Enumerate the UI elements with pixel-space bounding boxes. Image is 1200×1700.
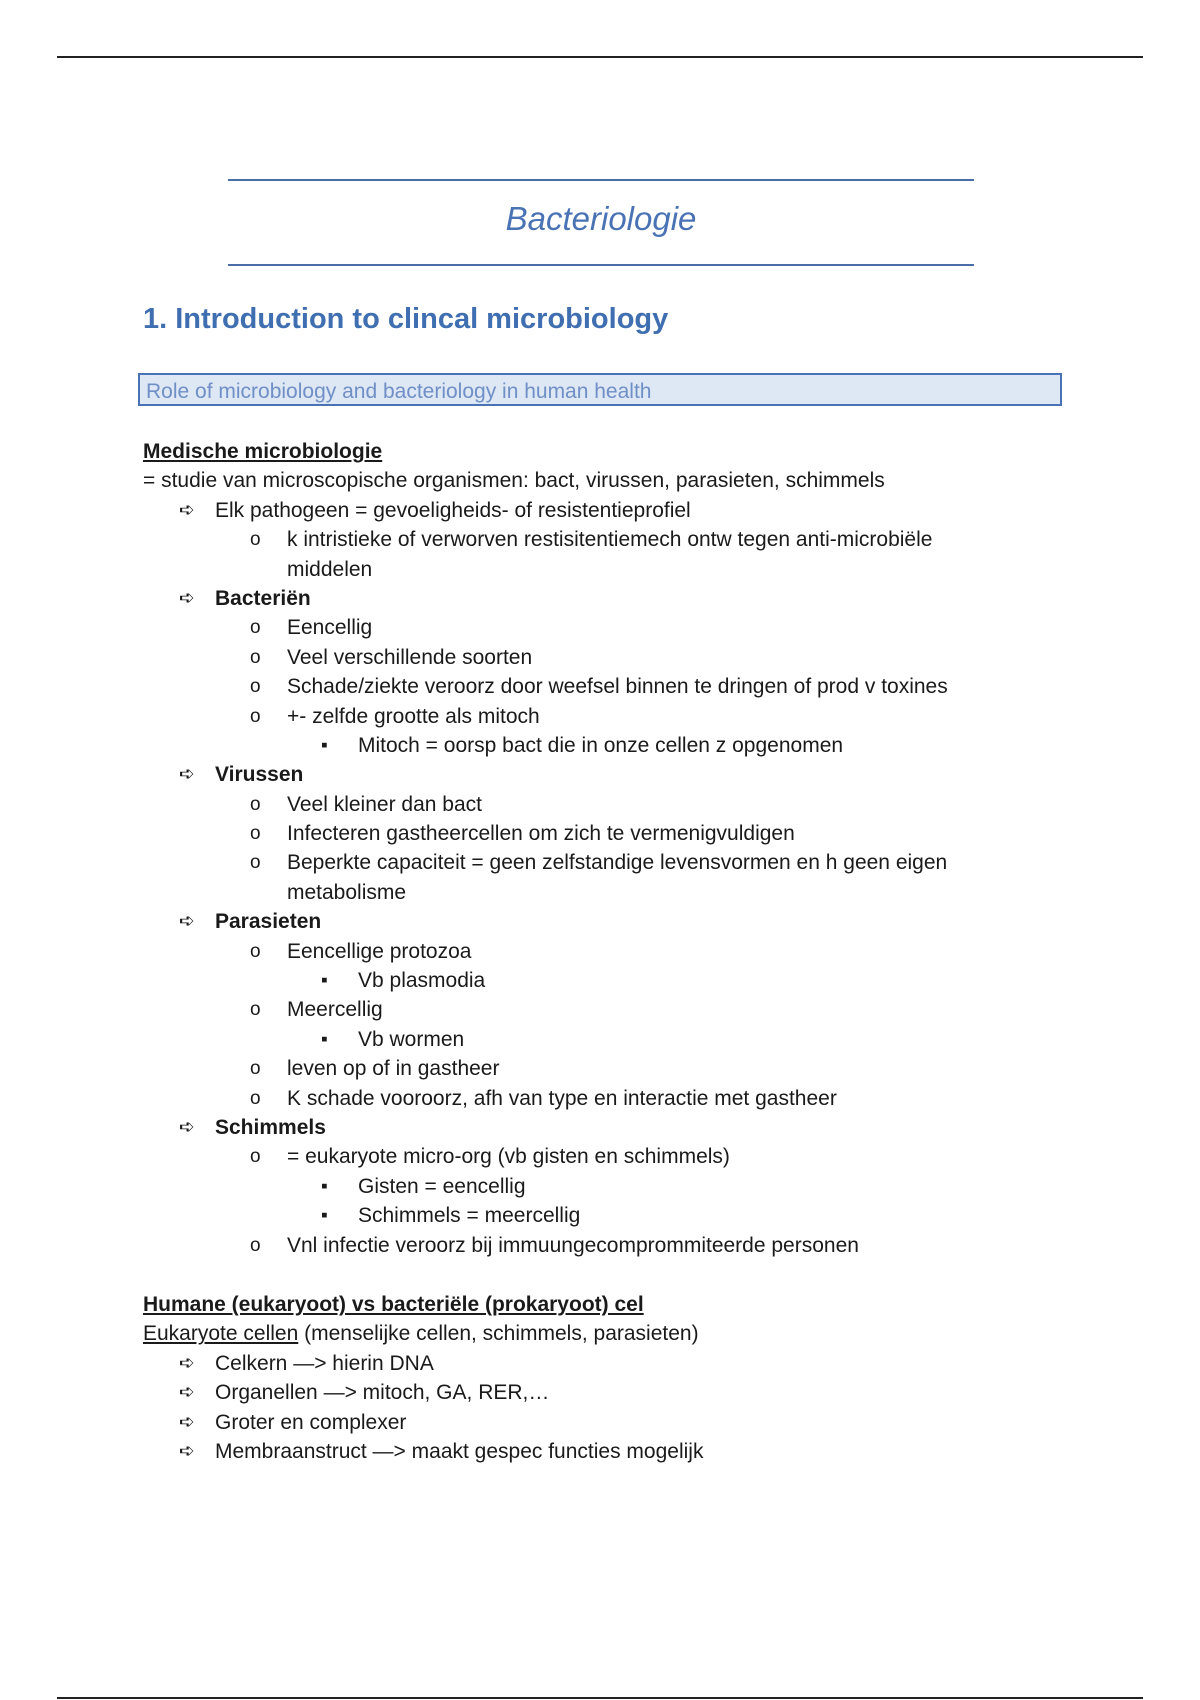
list-item: ▪ Schimmels = meercellig	[143, 1201, 1103, 1230]
circle-bullet-icon: o	[250, 1087, 261, 1109]
list-item: o Vnl infectie veroorz bij immuungecomprommiteerde personen	[143, 1231, 1103, 1260]
page-bottom-rule	[57, 1697, 1143, 1699]
list-item: ➪ Membraanstruct —> maakt gespec functies mogelijk	[143, 1437, 1103, 1466]
list-item: o Beperkte capaciteit = geen zelfstandige levensvormen en h geen eigen	[143, 848, 1103, 877]
arrow-bullet-icon: ➪	[179, 1116, 195, 1138]
list-item-continuation: metabolisme	[287, 880, 407, 904]
document-body	[143, 437, 1103, 1466]
arrow-bullet-icon: ➪	[179, 587, 195, 609]
subheading-humane-vs-bacteriele-cel: Humane (eukaryoot) vs bacteriële (prokaryoot) cel	[143, 1292, 644, 1316]
list-item: ➪ Organellen —> mitoch, GA, RER,…	[143, 1378, 1103, 1407]
definition-line: = studie van microscopische organismen: bact, virussen, parasieten, schimmels	[143, 469, 885, 493]
list-item: o Veel kleiner dan bact	[143, 790, 1103, 819]
list-item: ▪ Vb plasmodia	[143, 966, 1103, 995]
arrow-bullet-icon: ➪	[179, 1440, 195, 1462]
list-item: ▪ Mitoch = oorsp bact die in onze cellen z opgenomen	[143, 731, 1103, 760]
arrow-bullet-icon: ➪	[179, 1411, 195, 1433]
arrow-bullet-icon: ➪	[179, 911, 195, 933]
spacer	[143, 1260, 1103, 1290]
arrow-bullet-icon: ➪	[179, 499, 195, 521]
list-item: o leven op of in gastheer	[143, 1054, 1103, 1083]
list-item: o Eencellige protozoa	[143, 937, 1103, 966]
list-item: ➪ Elk pathogeen = gevoeligheids- of resistentieprofiel	[143, 496, 1103, 525]
circle-bullet-icon: o	[250, 676, 261, 698]
square-bullet-icon: ▪	[321, 970, 328, 992]
list-item-virussen: ➪ Virussen	[143, 760, 1103, 789]
circle-bullet-icon: o	[250, 793, 261, 815]
circle-bullet-icon: o	[250, 705, 261, 727]
section-heading-box: Role of microbiology and bacteriology in human health	[138, 373, 1062, 406]
title-rule-bottom	[228, 264, 974, 266]
circle-bullet-icon: o	[250, 617, 261, 639]
chapter-heading: 1. Introduction to clincal microbiology	[143, 303, 669, 335]
circle-bullet-icon: o	[250, 999, 261, 1021]
list-item: o +- zelfde grootte als mitoch	[143, 702, 1103, 731]
list-item: o K schade vooroorz, afh van type en interactie met gastheer	[143, 1084, 1103, 1113]
list-item-schimmels: ➪ Schimmels	[143, 1113, 1103, 1142]
list-item: o k intristieke of verworven restisitentiemech ontw tegen anti-microbiële	[143, 525, 1103, 554]
list-item: o Infecteren gastheercellen om zich te vermenigvuldigen	[143, 819, 1103, 848]
eukaryote-cells-line: Eukaryote cellen (menselijke cellen, schimmels, parasieten)	[143, 1322, 699, 1346]
circle-bullet-icon: o	[250, 646, 261, 668]
circle-bullet-icon: o	[250, 1234, 261, 1256]
list-item: ▪ Gisten = eencellig	[143, 1172, 1103, 1201]
circle-bullet-icon: o	[250, 823, 261, 845]
list-item: o Meercellig	[143, 995, 1103, 1024]
page-top-rule	[57, 56, 1143, 58]
list-item-bacterien: ➪ Bacteriën	[143, 584, 1103, 613]
subheading-medische-microbiologie: Medische microbiologie	[143, 440, 383, 463]
square-bullet-icon: ▪	[321, 1205, 328, 1227]
list-item: ➪ Celkern —> hierin DNA	[143, 1349, 1103, 1378]
list-item: ➪ Groter en complexer	[143, 1408, 1103, 1437]
square-bullet-icon: ▪	[321, 1028, 328, 1050]
circle-bullet-icon: o	[250, 852, 261, 874]
list-item: o Veel verschillende soorten	[143, 643, 1103, 672]
circle-bullet-icon: o	[250, 1146, 261, 1168]
square-bullet-icon: ▪	[321, 1175, 328, 1197]
circle-bullet-icon: o	[250, 529, 261, 551]
title-rule-top	[228, 179, 974, 181]
arrow-bullet-icon: ➪	[179, 1352, 195, 1374]
list-item: o = eukaryote micro-org (vb gisten en schimmels)	[143, 1142, 1103, 1171]
document-title: Bacteriologie	[505, 200, 697, 237]
circle-bullet-icon: o	[250, 940, 261, 962]
list-item-parasieten: ➪ Parasieten	[143, 907, 1103, 936]
list-item: o Schade/ziekte veroorz door weefsel binnen te dringen of prod v toxines	[143, 672, 1103, 701]
list-item-continuation: middelen	[287, 557, 373, 581]
arrow-bullet-icon: ➪	[179, 764, 195, 786]
list-item: ▪ Vb wormen	[143, 1025, 1103, 1054]
circle-bullet-icon: o	[250, 1058, 261, 1080]
square-bullet-icon: ▪	[321, 734, 328, 756]
arrow-bullet-icon: ➪	[179, 1382, 195, 1404]
list-item: o Eencellig	[143, 613, 1103, 642]
